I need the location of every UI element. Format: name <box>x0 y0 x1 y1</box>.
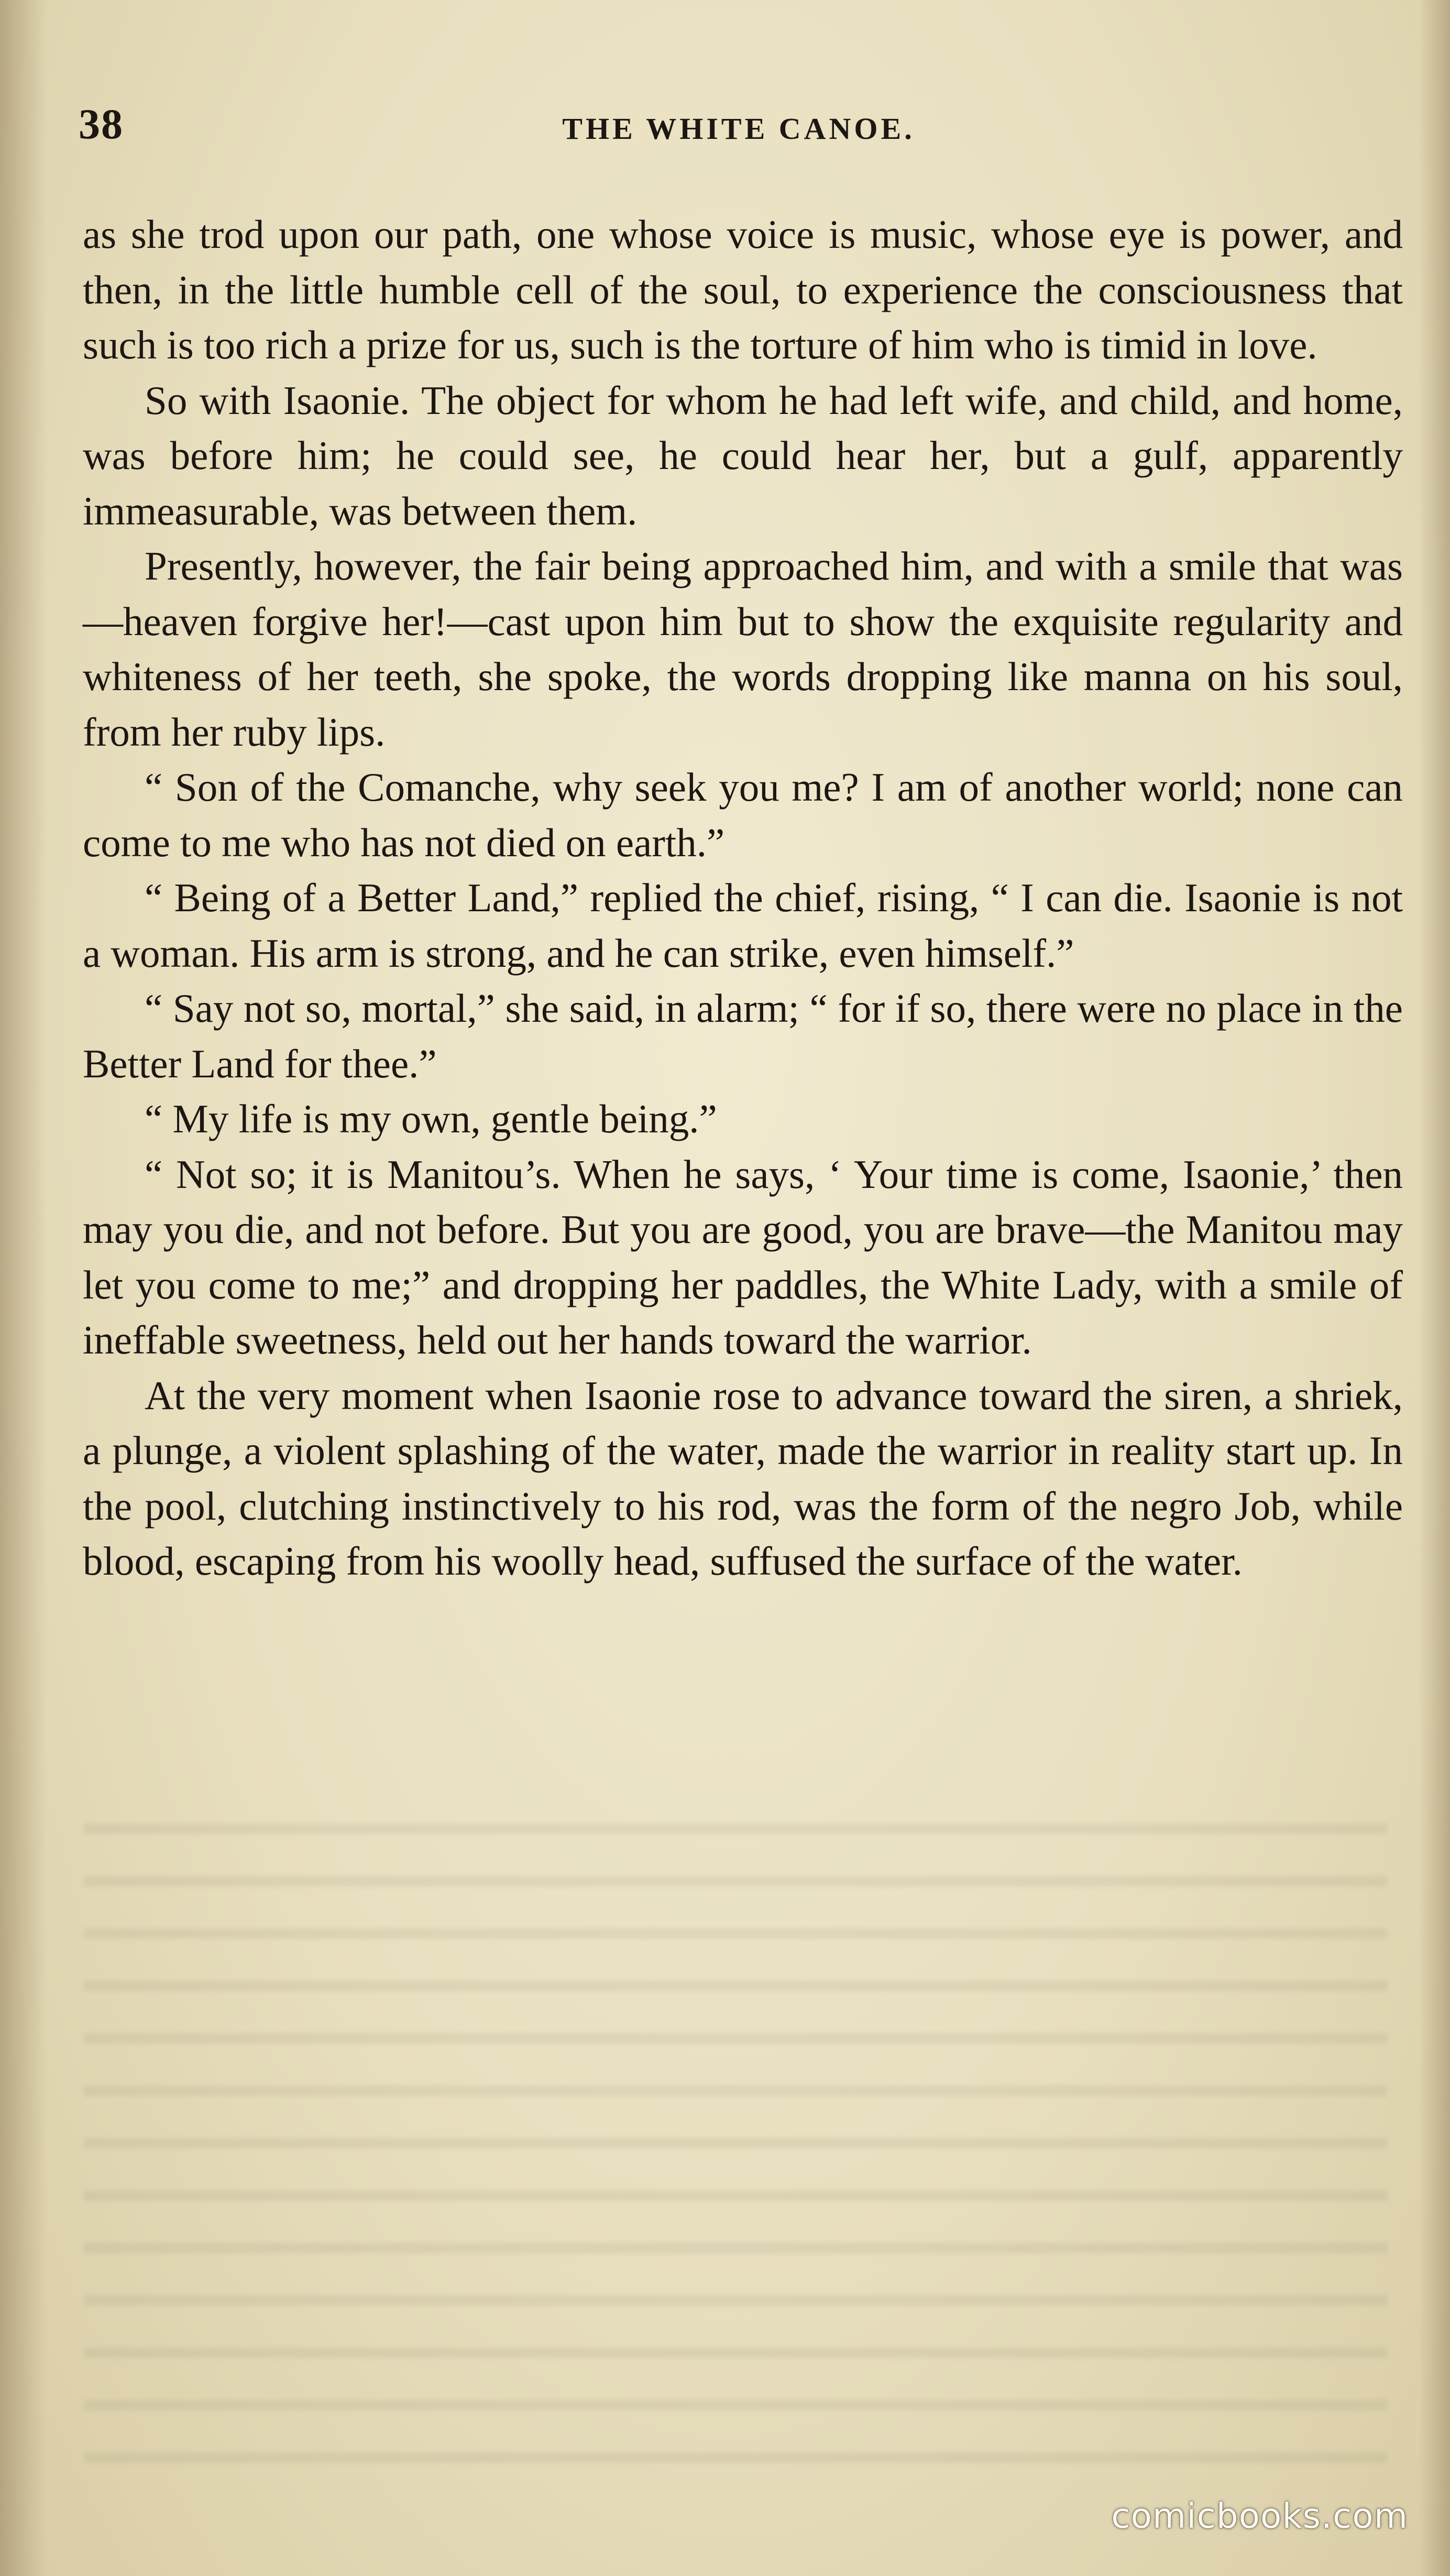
dialogue-paragraph: “ My life is my own, gentle being.” <box>145 1096 717 1141</box>
paragraph: At the very moment when Isaonie rose to advance toward the siren, a shriek, a plunge, a violent splashing of the water, made the warrior in reality start up. In the pool, clutching instinctively to his rod, was the form of the negro Job, while blood, escaping from his woolly head, suffused the surface of the water. <box>83 1372 1403 1584</box>
dialogue-paragraph: “ Not so; it is Manitou’s. When he says, ‘ Your time is come, Isaonie,’ then may you die, and not before. But you are good, you are brave—the Manitou may let you come to me;” and dropping her paddles, the White Lady, with a smile of ineffable sweetness, held out her hands toward the warrior. <box>83 1151 1403 1362</box>
bleed-through-shadow <box>84 1782 1387 2463</box>
running-head <box>79 100 1399 162</box>
paragraph-continued: as she trod upon our path, one whose voice is music, whose eye is power, and then, in the little humble cell of the soul, to experience the consciousness that such is too rich a prize for us, such is the torture of him who is timid in love. <box>83 212 1403 367</box>
page-edge-shadow-left <box>0 0 47 2576</box>
page-edge-shadow-right <box>1419 0 1450 2576</box>
body-text <box>83 207 1403 1589</box>
dialogue-paragraph: “ Being of a Better Land,” replied the chief, rising, “ I can die. Isaonie is not a woman. His arm is strong, and he can strike, even himself.” <box>83 875 1403 976</box>
dialogue-paragraph: “ Son of the Comanche, why seek you me? I am of another world; none can come to me who has not died on earth.” <box>83 765 1403 865</box>
dialogue-paragraph: “ Say not so, mortal,” she said, in alarm; “ for if so, there were no place in the Better Land for thee.” <box>83 986 1403 1086</box>
site-watermark: comicbooks.com <box>1111 2496 1408 2536</box>
paragraph: So with Isaonie. The object for whom he had left wife, and child, and home, was before him; he could see, he could hear her, but a gulf, apparently immeasurable, was between them. <box>83 377 1403 533</box>
running-title: THE WHITE CANOE. <box>562 112 915 146</box>
paragraph: Presently, however, the fair being approached him, and with a smile that was—heaven forgive her!—cast upon him but to show the exquisite regularity and whiteness of her teeth, she spoke, the words dropping like manna on his soul, from her ruby lips. <box>83 543 1403 755</box>
page-number: 38 <box>79 100 124 148</box>
